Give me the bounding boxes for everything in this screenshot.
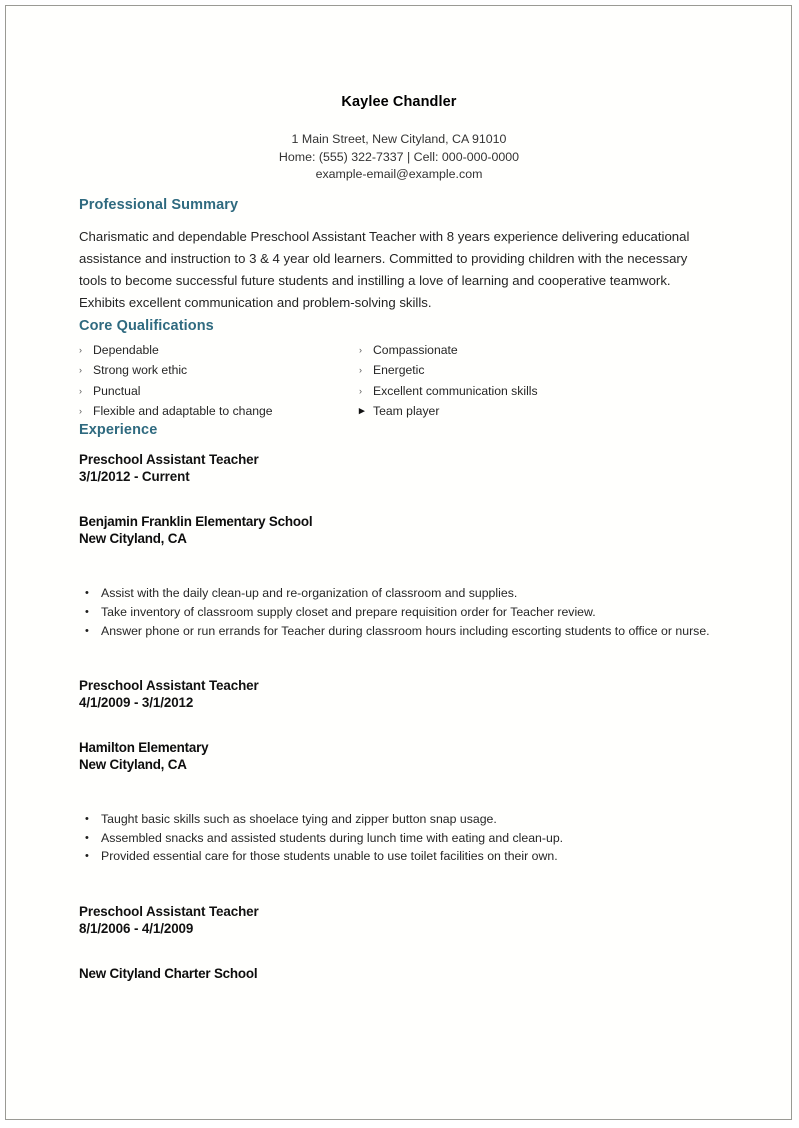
resume-page — [5, 5, 792, 1120]
experience-heading: Experience — [79, 422, 158, 439]
qualifications-right-column — [359, 341, 639, 423]
job-duties-list — [79, 810, 711, 866]
job-dates: 8/1/2006 - 4/1/2009 — [79, 920, 194, 936]
job-dates: 3/1/2012 - Current — [79, 469, 190, 485]
qualification-item — [359, 382, 639, 402]
qualification-label: Dependable — [93, 342, 159, 357]
job-company: New Cityland Charter School — [79, 965, 258, 981]
job-company: Benjamin Franklin Elementary School — [79, 514, 313, 530]
job-duty-text: Taught basic skills such as shoelace tying and zipper button snap usage. — [101, 812, 497, 827]
job-duty-text: Take inventory of classroom supply closet and prepare requisition order for Teacher review. — [101, 604, 596, 619]
job-duty — [79, 829, 711, 848]
bullet-icon: • — [85, 587, 89, 600]
job-location: New Cityland, CA — [79, 531, 187, 547]
experience-entry — [79, 640, 719, 866]
job-duty-text: Assist with the daily clean-up and re-organization of classroom and supplies. — [101, 586, 518, 601]
contact-address: 1 Main Street, New Cityland, CA 91010 — [291, 132, 507, 146]
experience-entry — [79, 866, 719, 981]
qualification-label: Excellent communication skills — [373, 383, 538, 398]
qualification-label: Strong work ethic — [93, 363, 188, 378]
qualification-item — [79, 402, 359, 422]
job-title: Preschool Assistant Teacher — [79, 678, 259, 694]
job-duty-text: Assembled snacks and assisted students during lunch time with eating and clean-up. — [101, 830, 564, 845]
bullet-icon: • — [85, 813, 89, 826]
job-company: Hamilton Elementary — [79, 740, 209, 756]
contact-block — [79, 131, 719, 184]
bullet-icon: › — [79, 365, 82, 376]
bullet-icon: › — [79, 385, 82, 396]
job-duty — [79, 810, 711, 829]
qualification-item — [359, 341, 639, 361]
core-qualifications-heading: Core Qualifications — [79, 317, 214, 334]
qualification-item — [359, 402, 639, 422]
experience-entry — [79, 438, 719, 640]
bullet-icon: › — [359, 365, 362, 376]
qualification-label: Energetic — [373, 363, 425, 378]
job-duty — [79, 622, 711, 641]
bullet-icon: • — [85, 831, 89, 844]
job-title: Preschool Assistant Teacher — [79, 452, 259, 468]
job-duties-list — [79, 584, 711, 640]
bullet-icon: › — [359, 385, 362, 396]
job-duty — [79, 603, 711, 622]
qualification-item — [79, 341, 359, 361]
bullet-icon: • — [85, 624, 89, 637]
bullet-icon: › — [359, 344, 362, 355]
contact-email: example-email@example.com — [315, 167, 483, 181]
qualification-item — [359, 361, 639, 381]
job-duty — [79, 847, 711, 866]
job-duty — [79, 584, 711, 603]
job-duty-text: Provided essential care for those students unable to use toilet facilities on their own. — [101, 849, 558, 864]
qualifications-left-column — [79, 341, 359, 423]
qualification-label: Punctual — [93, 383, 141, 398]
qualification-item — [79, 382, 359, 402]
contact-phones: Home: (555) 322-7337 | Cell: 000-000-0000 — [278, 149, 520, 164]
professional-summary-heading: Professional Summary — [79, 196, 239, 213]
qualification-label: Team player — [373, 403, 440, 418]
candidate-name: Kaylee Chandler — [341, 94, 457, 110]
qualification-label: Compassionate — [373, 342, 458, 357]
qualification-label: Flexible and adaptable to change — [93, 403, 273, 418]
bullet-icon: › — [79, 405, 82, 416]
qualification-item — [79, 361, 359, 381]
job-title: Preschool Assistant Teacher — [79, 903, 259, 919]
job-duty-text: Answer phone or run errands for Teacher during classroom hours including escorting students to office or nurse. — [101, 623, 710, 638]
job-location: New Cityland, CA — [79, 757, 187, 773]
job-dates: 4/1/2009 - 3/1/2012 — [79, 695, 194, 711]
bullet-icon: • — [85, 605, 89, 618]
bullet-icon: › — [79, 344, 82, 355]
professional-summary-text: Charismatic and dependable Preschool Assistant Teacher with 8 years experience delivering educational assistance and instruction to 3 & 4 year old learners. Committed to providing children with the necessary tools to become successful future students and instilling a love of learning and cooperative teamwork. Exhibits excellent communication and problem-solving skills. — [79, 228, 690, 311]
bullet-icon: • — [85, 850, 89, 863]
resume-content — [79, 6, 719, 981]
bullet-icon: ▸ — [359, 404, 365, 417]
core-qualifications-list — [79, 341, 639, 423]
